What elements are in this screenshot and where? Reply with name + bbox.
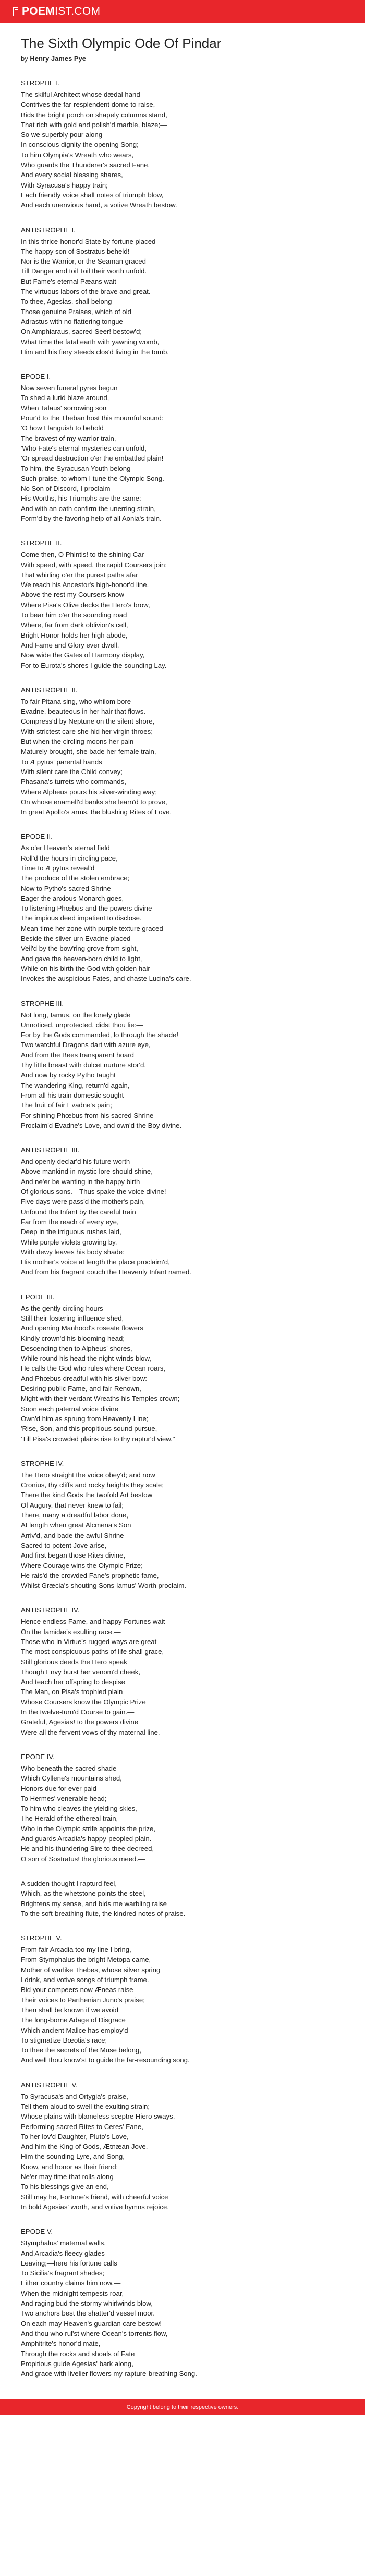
poem-line: The happy son of Sostratus beheld! [21,247,130,255]
poem-line: Time to Æpytus reveal'd [21,864,95,872]
poem-line: The Hero straight the voice obey'd; and now [21,1471,155,1479]
poem-line: Own'd him as sprung from Heavenly Line; [21,1414,149,1423]
poem-line: Each friendly voice shall notes of triumph blow, [21,191,164,199]
poem-line: And Arcadia's fleecy glades [21,2249,105,2257]
poem-line: On the Iamidæ's exulting race.— [21,1627,121,1636]
stanza-heading: STROPHE I. [21,79,60,87]
poem-line: Which, as the whetstone points the steel, [21,1889,146,1898]
poem-title: The Sixth Olympic Ode Of Pindar [21,35,222,51]
poem-line: When Talaus' sorrowing son [21,404,107,412]
poem-line: And him the King of Gods, Ætnæan Jove. [21,2143,148,2151]
poem-line: His mother's voice at length the place proclaim'd, [21,1258,170,1266]
poem-line: Eager the anxious Monarch goes, [21,894,124,902]
poem-line: To her lov'd Daughter, Pluto's Love, [21,2132,129,2141]
poem-line: Adrastus with no flattering tongue [21,317,123,326]
poem-line: Which ancient Malice has employ'd [21,2026,128,2034]
poem-line: Who guards the Thunderer's sacred Fane, [21,161,150,169]
poem-line: Stymphalus' maternal walls, [21,2239,106,2247]
stanza [21,1292,344,1444]
poem-line: That whirling o'er the purest paths afar [21,570,138,579]
poem-line: With dewy leaves his body shade: [21,1248,125,1256]
poem-line: There the kind Gods the twofold Art bestow [21,1491,153,1499]
poem-line: For by the Gods commanded, lo through the shade! [21,1031,179,1039]
poem-line: Who beneath the sacred shade [21,1764,117,1772]
poem-line: Either country claims him now.— [21,2279,121,2287]
poem-line: Then shall be known if we avoid [21,2006,118,2014]
poem-line: And grace with livelier flowers my rapture-breathing Song. [21,2370,197,2378]
poem-line: 'Till Pisa's crowded plains rise to thy raptur'd view." [21,1435,175,1443]
poem-line: In conscious dignity the opening Song; [21,141,139,149]
stanza [21,1145,344,1277]
poem-line: In bold Agesias' worth, and votive hymns rejoice. [21,2202,169,2211]
stanza-heading: ANTISTROPHE IV. [21,1606,80,1614]
poem-line: Desiring public Fame, and fair Renown, [21,1385,141,1393]
poem-line: To Sicilia's fragrant shades; [21,2269,105,2278]
poem-line: Mean-time her zone with purple texture graced [21,924,163,932]
stanza-heading: ANTISTROPHE III. [21,1146,80,1154]
poem-line: Such praise, to whom I tune the Olympic Song. [21,474,164,482]
stanza [21,1933,344,2065]
poem-line: Where, far from dark oblivion's cell, [21,621,128,629]
poem-line: Bright Honor holds her high abode, [21,631,128,639]
poem-line: Maturely brought, she bade her female train, [21,748,156,756]
poem-line: Still glorious deeds the Hero speak [21,1658,127,1666]
poem-line: Cronius, thy cliffs and rocky heights they scale; [21,1481,164,1489]
poem-line: Kindly crown'd his blooming head; [21,1334,125,1342]
site-header [0,0,365,23]
poem-line: And gave the heaven-born child to light, [21,954,142,963]
poem-line: Five days were pass'd the mother's pain, [21,1198,145,1206]
poem-line: Two watchful Dragons dart with azure eye, [21,1041,151,1049]
poem-line: Bids the bright porch on shapely columns stand, [21,110,167,119]
poem-line: Come then, O Phintis! to the shining Car [21,551,144,559]
poem-line: Which Cyllene's mountains shed, [21,1774,122,1783]
poem-line: At length when great Alcmena's Son [21,1521,131,1529]
poem-line: Whilst Græcia's shouting Sons Iamus' Worth proclaim. [21,1582,187,1590]
poem-line: Mother of warlike Thebes, whose silver spring [21,1965,161,1974]
poem-line: Brightens my sense, and bids me warbling raise [21,1899,167,1908]
poem-line: Veil'd by the bow'ring grove from sight, [21,944,138,953]
poem-line: In the twelve-turn'd Course to gain.— [21,1708,135,1716]
poem-line: Hence endless Fame, and happy Fortunes wait [21,1617,165,1626]
poem-line: 'Rise, Son, and this propitious sound pursue, [21,1425,157,1433]
poem-line: Know, and honor as their friend; [21,2162,118,2171]
poem-line: 'O how I languish to behold [21,424,104,432]
poem-line: On whose enamell'd banks she learn'd to prove, [21,798,167,806]
poem-line: To stigmatize Bœotia's race; [21,2036,107,2044]
stanza-heading: STROPHE IV. [21,1459,64,1467]
poem-line: I drink, and votive songs of triumph frame. [21,1976,149,1984]
poem-line: His Worths, his Triumphs are the same: [21,494,141,503]
poem-line: Far from the reach of every eye, [21,1217,119,1226]
poem-line: To him who cleaves the yielding skies, [21,1805,137,1813]
poem-line: The fruit of fair Evadne's pain; [21,1101,112,1110]
poem-line: Where Courage wins the Olympic Prize; [21,1561,143,1570]
poem-line: Whose plains with blameless sceptre Hiero sways, [21,2112,175,2121]
poem-line: And guards Arcadia's happy-peopled plain. [21,1835,152,1843]
poem-line: To Æpytus' parental hands [21,757,102,766]
poem-line: No Son of Discord, I proclaim [21,484,111,493]
poem-line: To him, the Syracusan Youth belong [21,464,131,472]
poem-line: Evadne, beauteous in her hair that flows. [21,707,145,716]
poem-line: To his blessings give an end, [21,2183,109,2191]
poem-line: With Syracusa's happy train; [21,181,108,189]
poem-line: On each may Heaven's guardian care bestow!— [21,2319,169,2328]
stanza-heading: ANTISTROPHE V. [21,2081,78,2089]
stanza-heading: EPODE I. [21,372,51,381]
poem-line: Him the sounding Lyre, and Song, [21,2152,125,2161]
stanza-heading: EPODE V. [21,2227,53,2236]
stanza [21,2080,344,2212]
poem-line: When the midnight tempests roar, [21,2289,124,2297]
poem-line: From fair Arcadia too my line I bring, [21,1946,131,1954]
poem-line: Where Alpheus pours his silver-winding way; [21,788,157,796]
poem-line: With silent care the Child convey; [21,767,123,776]
stanza [21,2226,344,2379]
stanza [21,1459,344,1591]
poem-line: Compress'd by Neptune on the silent shore, [21,717,155,726]
poem-line: Bid your compeers now Æneas raise [21,1986,133,1994]
poem-line: 'Who Fate's eternal mysteries can unfold, [21,444,147,452]
poem-line: And each unenvious hand, a votive Wreath bestow. [21,201,177,209]
poem-line: Arriv'd, and bade the awful Shrine [21,1531,124,1539]
poem-line: What time the fatal earth with yawning womb, [21,338,160,346]
poem-line: Roll'd the hours in circling pace, [21,854,118,862]
stanza [21,538,344,670]
poem-line: Where Pisa's Olive decks the Hero's brow, [21,601,150,609]
poem-line: Not long, Iamus, on the lonely glade [21,1011,131,1019]
poem-line: And Fame and Glory ever dwell. [21,641,119,649]
poem-line: Still their fostering influence shed, [21,1314,124,1322]
poem-line: Two anchors best the shatter'd vessel moor. [21,2309,155,2318]
poem-line: Soon each paternal voice divine [21,1404,118,1413]
poem-line: Now seven funeral pyres begun [21,384,118,392]
poem-line: Of Augury, that never knew to fail; [21,1501,124,1509]
poem-line: He and his thundering Sire to thee decreed, [21,1845,154,1853]
poem-line: From all his train domestic sought [21,1091,124,1099]
poem-line: To thee, Agesias, shall belong [21,297,112,306]
poem-body [21,78,344,2379]
poem-line: Beside the silver urn Evadne placed [21,935,131,943]
stanza [21,225,344,357]
poem-line: And with an oath confirm the unerring strain, [21,504,156,513]
poem-line: He rais'd the crowded Fane's prophetic fame, [21,1571,159,1579]
stanza [21,78,344,210]
poem-line: On Amphiaraus, sacred Seer! bestow'd; [21,328,142,336]
poem-line: Their voices to Parthenian Juno's praise; [21,1996,145,2004]
poem-line: A sudden thought I rapturd feel, [21,1879,117,1887]
poem-line: And well thou know'st to guide the far-resounding song. [21,2056,190,2064]
poem-line: And from his fragrant couch the Heavenly Infant named. [21,1268,191,1276]
poem-line: To fair Pitana sing, who whilom bore [21,697,131,705]
poem-line: Propitious guide Agesias' bark along, [21,2359,133,2368]
poem-line: Unfound the Infant by the careful train [21,1208,136,1216]
poem-line: He calls the God who rules where Ocean roars, [21,1364,166,1373]
poem-line: To bear him o'er the sounding road [21,611,127,619]
poem-line: Now to Pytho's sacred Shrine [21,884,111,892]
site-logo[interactable] [11,5,100,18]
poem-line: To the soft-breathing flute, the kindred notes of praise. [21,1909,186,1918]
stanza [21,1752,344,1864]
poem-line: Through the rocks and shoals of Fate [21,2349,135,2358]
poem-line: Amphitrite's honor'd mate, [21,2339,101,2348]
poem-line: And ne'er be wanting in the happy birth [21,1177,140,1186]
poem-line: And opening Manhood's roseate flowers [21,1324,143,1333]
poem-line: Above the rest my Coursers know [21,591,124,599]
poem-line: Unnoticed, unprotected, didst thou lie:— [21,1021,143,1029]
stanza-heading: ANTISTROPHE I. [21,226,76,234]
poem-line: Those who in Virtue's rugged ways are great [21,1638,157,1646]
poem-line: While on his birth the God with golden hair [21,964,150,973]
poem-line: While purple violets growing by, [21,1238,117,1246]
byline-label: by [21,55,28,63]
poem-line: But Fame's eternal Pæans wait [21,277,116,285]
poem-line: Honors due for ever paid [21,1784,97,1793]
poem-line: And from the Bees transparent hoard [21,1051,134,1059]
poem-line: To Syracusa's and Ortygia's praise, [21,2092,128,2100]
stanza [21,1605,344,1737]
poem-line: And now by rocky Pytho taught [21,1071,116,1079]
poem-line: With strictest care she hid her virgin throes; [21,727,153,736]
poem-line: The Man, on Pisa's trophied plain [21,1688,123,1696]
copyright-text: Copyright belong to their respective owners. [126,2404,239,2411]
stanza-heading: STROPHE II. [21,539,62,547]
poem-line: The virtuous labors of the brave and great.— [21,288,157,296]
poem-line: Now wide the Gates of Harmony display, [21,651,145,659]
poem-line: Nor is the Warrior, or the Seaman graced [21,257,146,266]
site-footer [0,2399,365,2415]
poem-line: From Stymphalus the bright Metopa came, [21,1956,151,1964]
poem-line: The skilful Architect whose dædal hand [21,91,140,98]
poem-line: For shining Phœbus from his sacred Shrine [21,1111,154,1119]
stanza [21,371,344,524]
poem-line: And thou who rul'st where Ocean's torrents flow, [21,2329,168,2337]
poem-line: Till Danger and toil Toil their worth unfold. [21,267,147,276]
poem-line: Performing sacred Rites to Ceres' Fane, [21,2122,143,2131]
poem-line: Those genuine Praises, which of old [21,307,131,316]
poem-line: Of glorious sons.—Thus spake the voice divine! [21,1188,166,1196]
poem-line: And first began those Rites divine, [21,1551,126,1560]
poem-line: Ne'er may time that rolls along [21,2173,114,2181]
stanza-heading: EPODE II. [21,832,53,841]
poem-line: Descending then to Alpheus' shores, [21,1344,132,1352]
poem-line: The most conspicuous paths of life shall grace, [21,1648,164,1656]
poem-line: The wandering King, return'd again, [21,1081,130,1089]
poem-line: O son of Sostratus! the glorious meed.— [21,1855,145,1863]
logo-text-strong: POEM [22,5,55,17]
poem-line: 'Or spread destruction o'er the embattled plain! [21,454,164,463]
logo-text-light: IST.COM [55,5,101,17]
poem-line: While round his head the night-winds blow, [21,1354,151,1363]
poem-line: And every social blessing shares, [21,171,123,179]
poem-line: Pour'd to the Theban host this mournful sound: [21,414,164,422]
poem-line: The long-borne Adage of Disgrace [21,2016,126,2024]
poem-line: Might with their verdant Wreaths his Temples crown;— [21,1395,187,1403]
poem-line: Deep in the irriguous rushes laid, [21,1228,121,1236]
stanza-heading: EPODE IV. [21,1752,55,1761]
poem-line: So we superbly pour along [21,131,103,139]
poem-line: And raging bud the stormy whirlwinds blow, [21,2299,153,2308]
poem-line: That rich with gold and polish'd marble, blaze;— [21,120,167,129]
poem-line: Above mankind in mystic lore should shine, [21,1167,153,1176]
poem-line: As o'er Heaven's eternal field [21,844,110,852]
poem-line: The produce of the stolen embrace; [21,874,130,882]
stanza-heading: STROPHE III. [21,999,64,1007]
author-name[interactable]: Henry James Pye [30,55,87,63]
poem-line: To him Olympia's Wreath who wears, [21,151,134,159]
stanza-heading: ANTISTROPHE II. [21,686,78,694]
stanza-heading: EPODE III. [21,1292,55,1301]
stanza [21,1878,344,1919]
poem-line: We reach his Ancestor's high-honor'd line. [21,581,149,589]
poem-line: Form'd by the favoring help of all Aonia's train. [21,514,162,522]
poem-line: Him and his fiery steeds clos'd living in the tomb. [21,347,169,356]
poem-line: To listening Phœbus and the powers divine [21,904,152,913]
poem-line: But when the circling moons her pain [21,738,134,746]
poem-line: In great Apollo's arms, the blushing Rites of Love. [21,808,172,816]
poem-line: The impious deed impatient to disclose. [21,914,142,923]
poem-line: Though Envy burst her venom'd cheek, [21,1667,141,1676]
poem-line: Still may he, Fortune's friend, with cheerful voice [21,2193,168,2201]
stanza [21,685,344,817]
poem-line: And openly declar'd his future worth [21,1158,130,1166]
poem-line: Invokes the auspicious Fates, and chaste Lucina's care. [21,975,191,983]
byline [21,55,344,63]
poem-line: Whose Coursers know the Olympic Prize [21,1698,146,1706]
poem-line: In this thrice-honor'd State by fortune placed [21,237,156,245]
poem-line: Sacred to potent Jove arise, [21,1541,107,1549]
quill-icon [11,6,19,17]
poem-line: Who in the Olympic strife appoints the prize, [21,1824,155,1833]
poem-line: The bravest of my warrior train, [21,434,116,442]
poem-line: Proclaim'd Evadne's Love, and own'd the Boy divine. [21,1121,182,1129]
poem-line: And Phœbus dreadful with his silver bow: [21,1374,147,1383]
poem-line: The Herald of the ethereal train, [21,1814,118,1823]
poem-content [0,23,365,2399]
stanza [21,999,344,1131]
poem-line: And teach her offspring to despise [21,1678,125,1686]
stanza [21,831,344,984]
poem-line: Phasana's turrets who commands, [21,778,126,786]
poem-line: To thee the secrets of the Muse belong, [21,2046,141,2055]
poem-line: To shed a lurid blaze around, [21,394,110,402]
poem-line: With speed, with speed, the rapid Coursers join; [21,561,167,569]
poem-line: Were all the fervent vows of thy maternal line. [21,1728,160,1736]
poem-line: Tell them aloud to swell the exulting strain; [21,2102,150,2110]
poem-line: There, many a dreadful labor done, [21,1511,128,1520]
poem-line: Thy little breast with dulcet nurture stor'd. [21,1061,146,1069]
poem-line: Leaving;—here his fortune calls [21,2259,117,2267]
poem-line: For to Eurota's shores I guide the sounding Lay. [21,661,167,669]
poem-line: As the gently circling hours [21,1304,103,1312]
poem-line: Contrives the far-resplendent dome to raise, [21,101,155,109]
poem-line: Grateful, Agesias! to the powers divine [21,1718,139,1726]
poem-line: To Hermes' venerable head; [21,1794,107,1802]
stanza-heading: STROPHE V. [21,1934,62,1943]
